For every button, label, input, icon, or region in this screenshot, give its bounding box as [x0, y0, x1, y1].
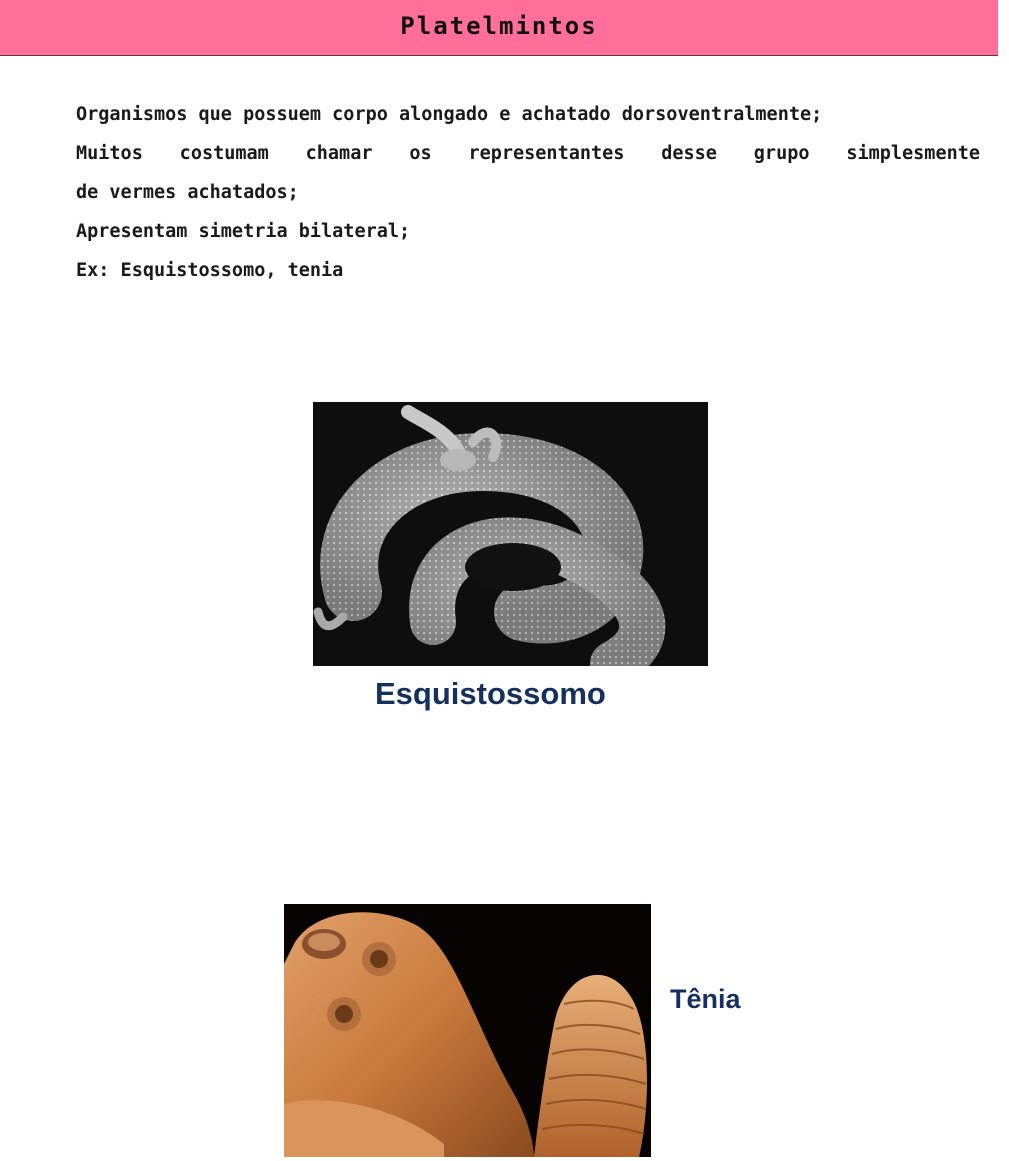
- title-banner: [0, 0, 998, 56]
- text-line-5: Ex: Esquistossomo, tenia: [76, 260, 344, 281]
- schistosome-image: [313, 402, 708, 666]
- text-line-3: de vermes achatados;: [76, 182, 299, 203]
- page-title: Platelmintos: [400, 12, 598, 40]
- body-text: [76, 95, 980, 290]
- text-line-2: Muitos costumam chamar os representantes desse grupo simplesmente: [76, 143, 980, 164]
- tapeworm-caption: Tênia: [670, 984, 741, 1014]
- text-line-4: Apresentam simetria bilateral;: [76, 221, 411, 242]
- schistosome-caption: Esquistossomo: [375, 676, 606, 711]
- tapeworm-image: [284, 904, 651, 1157]
- text-line-1: Organismos que possuem corpo alongado e achatado dorsoventralmente;: [76, 104, 823, 125]
